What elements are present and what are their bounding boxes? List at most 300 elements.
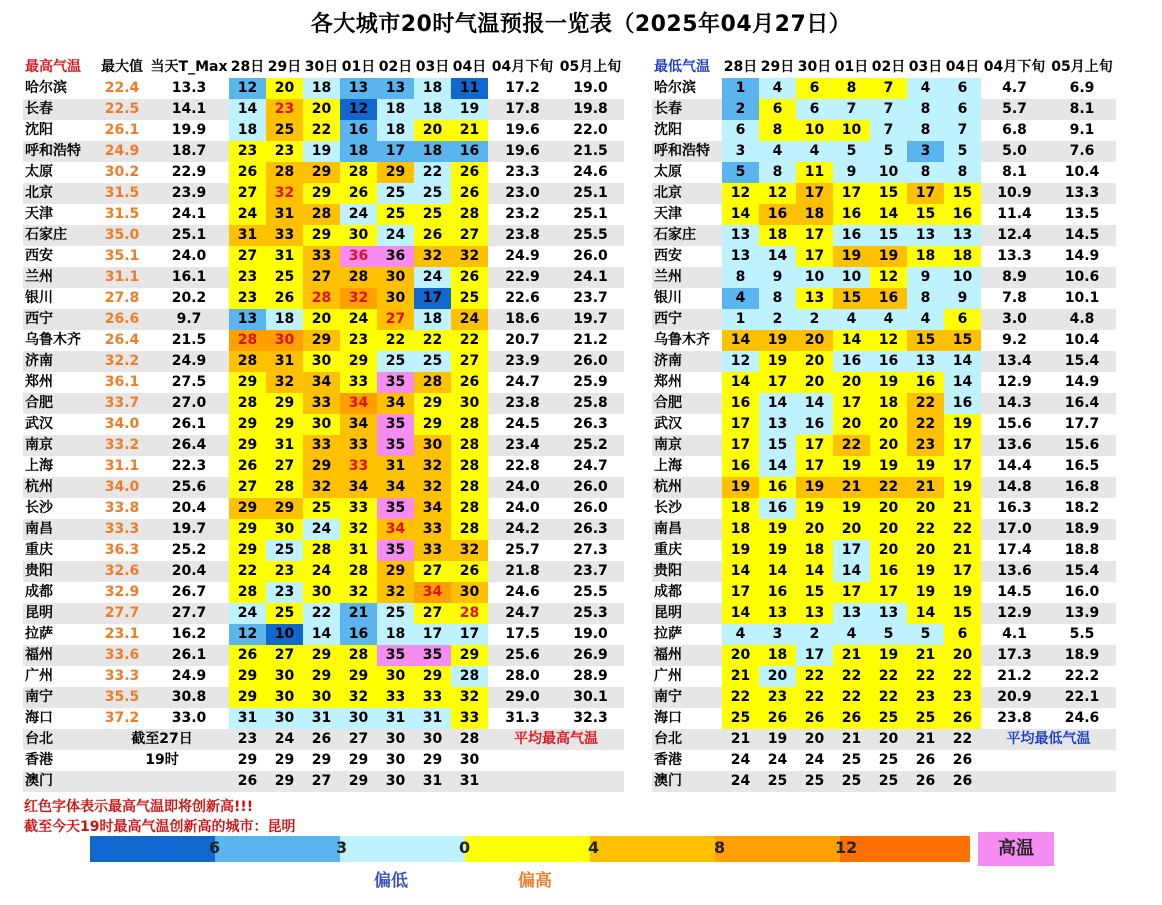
max-day-cell: 29 bbox=[303, 183, 340, 204]
max-day-cell: 29 bbox=[229, 372, 266, 393]
max-day-cell: 25 bbox=[266, 603, 303, 624]
early-may-avg: 25.2 bbox=[557, 435, 624, 456]
max-day-cell: 28 bbox=[303, 288, 340, 309]
late-april-avg: 23.3 bbox=[505, 164, 540, 180]
min-day-cell: 15 bbox=[870, 225, 907, 246]
today-max: 18.7 bbox=[149, 141, 229, 162]
extra-tail bbox=[488, 771, 624, 792]
max-day-cell: 30 bbox=[377, 666, 414, 687]
extra-tail bbox=[488, 750, 624, 771]
early-may-avg: 18.2 bbox=[1064, 500, 1100, 516]
min-day-cell: 10 bbox=[944, 267, 981, 288]
min-day-cell: 10 bbox=[833, 267, 870, 288]
min-header-7: 04日 bbox=[945, 59, 980, 75]
late-april-avg: 14.3 bbox=[981, 393, 1048, 414]
max-day-cell: 28 bbox=[303, 204, 340, 225]
min-day-cell: 5 bbox=[870, 624, 907, 645]
min-day-cell: 20 bbox=[833, 372, 870, 393]
max-day-cell: 30 bbox=[414, 435, 451, 456]
today-max: 20.2 bbox=[171, 290, 207, 306]
early-may-avg: 30.1 bbox=[557, 687, 624, 708]
max-day-cell: 29 bbox=[340, 771, 377, 792]
max-day-cell: 29 bbox=[303, 225, 340, 246]
late-april-avg: 12.9 bbox=[981, 603, 1048, 624]
max-day-cell: 25 bbox=[414, 351, 451, 372]
min-day-cell: 5 bbox=[722, 162, 759, 183]
today-max: 20.4 bbox=[171, 500, 207, 516]
max-day-cell: 23 bbox=[266, 582, 303, 603]
max-day-cell: 24 bbox=[451, 309, 488, 330]
extra-tail bbox=[981, 771, 1116, 792]
min-table-row bbox=[652, 183, 1116, 204]
min-day-cell: 19 bbox=[870, 645, 907, 666]
min-day-cell: 16 bbox=[722, 456, 759, 477]
min-day-cell: 5 bbox=[833, 141, 870, 162]
max-table-row bbox=[23, 225, 624, 246]
min-day-cell: 22 bbox=[944, 729, 981, 750]
min-table-row bbox=[652, 708, 1116, 729]
min-day-cell: 4 bbox=[759, 141, 796, 162]
city-name: 太原 bbox=[654, 164, 682, 180]
city-name: 香港 bbox=[654, 752, 682, 768]
max-day-cell: 31 bbox=[266, 351, 303, 372]
early-may-avg: 24.7 bbox=[573, 458, 608, 474]
max-day-cell: 17 bbox=[377, 141, 414, 162]
late-april-avg: 13.4 bbox=[981, 351, 1048, 372]
min-day-cell: 13 bbox=[796, 603, 833, 624]
min-day-cell: 16 bbox=[944, 204, 981, 225]
max-day-cell: 33 bbox=[414, 540, 451, 561]
max-day-cell: 28 bbox=[229, 582, 266, 603]
max-day-cell: 31 bbox=[229, 225, 266, 246]
max-day-cell: 22 bbox=[229, 561, 266, 582]
late-april-avg: 17.3 bbox=[981, 645, 1048, 666]
min-day-cell: 25 bbox=[907, 708, 944, 729]
late-april-avg: 19.6 bbox=[505, 122, 540, 138]
min-day-cell: 26 bbox=[796, 708, 833, 729]
max-day-cell: 27 bbox=[229, 477, 266, 498]
max-value: 32.9 bbox=[104, 584, 140, 600]
legend-hot-box: 高温 bbox=[978, 832, 1054, 866]
min-day-cell: 25 bbox=[833, 771, 870, 792]
late-april-avg: 28.0 bbox=[505, 668, 540, 684]
today-max: 24.1 bbox=[171, 206, 207, 222]
max-day-cell: 18 bbox=[266, 309, 303, 330]
today-max: 24.0 bbox=[171, 248, 207, 264]
min-day-cell: 6 bbox=[796, 99, 833, 120]
max-day-cell: 29 bbox=[303, 645, 340, 666]
min-day-cell: 17 bbox=[944, 435, 981, 456]
today-max: 16.1 bbox=[149, 267, 229, 288]
early-may-avg: 16.0 bbox=[1064, 584, 1100, 600]
max-day-cell: 24 bbox=[229, 603, 266, 624]
early-may-avg: 25.8 bbox=[557, 393, 624, 414]
min-table-row bbox=[652, 267, 1116, 288]
min-table-row bbox=[652, 246, 1116, 267]
max-day-cell: 29 bbox=[229, 435, 266, 456]
max-table-row bbox=[23, 414, 624, 435]
min-day-cell: 19 bbox=[796, 498, 833, 519]
min-day-cell: 8 bbox=[833, 78, 870, 99]
max-day-cell: 27 bbox=[414, 603, 451, 624]
extra-tail: 平均最低气温 bbox=[981, 729, 1116, 750]
min-day-cell: 2 bbox=[759, 309, 796, 330]
max-table-row bbox=[23, 561, 624, 582]
min-table-header-row bbox=[652, 57, 1116, 78]
max-value: 34.0 bbox=[104, 416, 140, 432]
max-day-cell: 30 bbox=[414, 729, 451, 750]
min-day-cell: 19 bbox=[833, 498, 870, 519]
min-day-cell: 18 bbox=[796, 540, 833, 561]
min-day-cell: 16 bbox=[944, 393, 981, 414]
min-day-cell: 14 bbox=[759, 456, 796, 477]
max-day-cell: 22 bbox=[414, 162, 451, 183]
min-day-cell: 20 bbox=[870, 540, 907, 561]
today-max: 26.1 bbox=[171, 416, 207, 432]
city-name: 乌鲁木齐 bbox=[25, 332, 81, 348]
min-day-cell: 20 bbox=[870, 729, 907, 750]
late-april-avg: 19.6 bbox=[488, 141, 557, 162]
max-day-cell: 33 bbox=[414, 687, 451, 708]
min-day-cell: 9 bbox=[833, 162, 870, 183]
max-day-cell: 13 bbox=[377, 78, 414, 99]
min-day-cell: 16 bbox=[870, 561, 907, 582]
min-day-cell: 26 bbox=[944, 708, 981, 729]
late-april-avg: 23.4 bbox=[488, 435, 557, 456]
city-name: 台北 bbox=[652, 729, 722, 750]
min-day-cell: 20 bbox=[796, 729, 833, 750]
min-day-cell: 13 bbox=[759, 603, 796, 624]
max-day-cell: 34 bbox=[340, 393, 377, 414]
min-day-cell: 23 bbox=[759, 687, 796, 708]
early-may-avg: 25.5 bbox=[573, 584, 608, 600]
max-header-0: 最高气温 bbox=[25, 59, 81, 75]
early-may-avg: 32.3 bbox=[573, 710, 608, 726]
min-day-cell: 9 bbox=[759, 267, 796, 288]
max-day-cell: 16 bbox=[451, 141, 488, 162]
city-name: 哈尔滨 bbox=[25, 80, 67, 96]
min-day-cell: 20 bbox=[907, 540, 944, 561]
late-april-avg: 25.6 bbox=[488, 645, 557, 666]
legend-high-label: 偏高 bbox=[518, 871, 552, 891]
early-may-avg: 23.7 bbox=[557, 561, 624, 582]
max-day-cell: 18 bbox=[414, 78, 451, 99]
early-may-avg: 24.1 bbox=[557, 267, 624, 288]
early-may-avg: 16.4 bbox=[1048, 393, 1116, 414]
min-day-cell: 13 bbox=[833, 603, 870, 624]
early-may-avg: 13.9 bbox=[1048, 603, 1116, 624]
max-day-cell: 28 bbox=[340, 267, 377, 288]
early-may-avg: 24.6 bbox=[573, 164, 608, 180]
min-day-cell: 2 bbox=[796, 309, 833, 330]
max-table-row bbox=[23, 393, 624, 414]
min-day-cell: 13 bbox=[907, 225, 944, 246]
min-table-row bbox=[652, 309, 1116, 330]
min-day-cell: 4 bbox=[722, 288, 759, 309]
max-temp-table bbox=[23, 57, 624, 792]
early-may-avg: 27.3 bbox=[573, 542, 608, 558]
min-day-cell: 20 bbox=[833, 519, 870, 540]
min-day-cell: 22 bbox=[907, 666, 944, 687]
max-day-cell: 28 bbox=[266, 162, 303, 183]
max-table-row bbox=[23, 666, 624, 687]
min-day-cell: 1 bbox=[722, 309, 759, 330]
min-day-cell: 20 bbox=[796, 330, 833, 351]
min-day-cell: 17 bbox=[722, 435, 759, 456]
city-name: 长沙 bbox=[654, 500, 682, 516]
min-day-cell: 14 bbox=[870, 204, 907, 225]
legend-tick-0: 0 bbox=[459, 838, 471, 857]
max-header-9: 04日 bbox=[452, 59, 487, 75]
min-day-cell: 16 bbox=[907, 372, 944, 393]
min-day-cell: 15 bbox=[870, 183, 907, 204]
max-day-cell: 30 bbox=[451, 582, 488, 603]
max-day-cell: 32 bbox=[303, 477, 340, 498]
late-april-avg: 14.5 bbox=[997, 584, 1032, 600]
max-header-3: 28日 bbox=[230, 59, 265, 75]
max-day-cell: 31 bbox=[451, 771, 488, 792]
early-may-avg: 26.3 bbox=[557, 519, 624, 540]
min-day-cell: 21 bbox=[907, 645, 944, 666]
max-day-cell: 19 bbox=[451, 99, 488, 120]
max-day-cell: 23 bbox=[266, 561, 303, 582]
max-day-cell: 26 bbox=[451, 267, 488, 288]
min-table-row bbox=[652, 414, 1116, 435]
min-day-cell: 20 bbox=[796, 351, 833, 372]
min-day-cell: 14 bbox=[944, 372, 981, 393]
min-day-cell: 12 bbox=[722, 351, 759, 372]
max-day-cell: 18 bbox=[340, 141, 377, 162]
min-table-row bbox=[652, 666, 1116, 687]
max-day-cell: 34 bbox=[377, 393, 414, 414]
min-day-cell: 14 bbox=[722, 204, 759, 225]
max-value: 31.5 bbox=[95, 183, 149, 204]
min-day-cell: 20 bbox=[833, 414, 870, 435]
min-day-cell: 19 bbox=[759, 330, 796, 351]
max-day-cell: 29 bbox=[340, 666, 377, 687]
min-day-cell: 22 bbox=[870, 477, 907, 498]
early-may-avg: 28.9 bbox=[573, 668, 608, 684]
min-day-cell: 22 bbox=[833, 435, 870, 456]
min-day-cell: 12 bbox=[722, 183, 759, 204]
max-table-row bbox=[23, 351, 624, 372]
max-day-cell: 27 bbox=[451, 351, 488, 372]
early-may-avg: 14.9 bbox=[1064, 248, 1100, 264]
city-name: 兰州 bbox=[23, 267, 95, 288]
max-table-extra-row bbox=[23, 771, 624, 792]
min-table-row bbox=[652, 330, 1116, 351]
max-day-cell: 29 bbox=[303, 666, 340, 687]
max-day-cell: 18 bbox=[229, 120, 266, 141]
min-day-cell: 20 bbox=[870, 414, 907, 435]
legend-tick-4: 4 bbox=[588, 838, 600, 857]
min-day-cell: 4 bbox=[833, 624, 870, 645]
max-day-cell: 35 bbox=[377, 498, 414, 519]
min-day-cell: 25 bbox=[722, 708, 759, 729]
max-day-cell: 29 bbox=[266, 393, 303, 414]
max-day-cell: 31 bbox=[377, 708, 414, 729]
min-day-cell: 20 bbox=[907, 498, 944, 519]
min-day-cell: 20 bbox=[759, 666, 796, 687]
min-day-cell: 14 bbox=[944, 351, 981, 372]
max-day-cell: 32 bbox=[340, 687, 377, 708]
max-day-cell: 29 bbox=[414, 393, 451, 414]
max-table-row bbox=[23, 687, 624, 708]
city-name: 上海 bbox=[654, 458, 682, 474]
city-name: 西安 bbox=[654, 248, 682, 264]
max-day-cell: 35 bbox=[377, 435, 414, 456]
min-day-cell: 8 bbox=[944, 162, 981, 183]
max-day-cell: 32 bbox=[414, 477, 451, 498]
max-day-cell: 29 bbox=[451, 645, 488, 666]
extra-note bbox=[95, 771, 229, 792]
max-day-cell: 20 bbox=[303, 309, 340, 330]
max-day-cell: 28 bbox=[340, 162, 377, 183]
max-day-cell: 30 bbox=[385, 752, 406, 768]
min-day-cell: 17 bbox=[944, 561, 981, 582]
early-may-avg: 19.7 bbox=[557, 309, 624, 330]
max-day-cell: 29 bbox=[303, 456, 340, 477]
min-table-row bbox=[652, 582, 1116, 603]
max-day-cell: 31 bbox=[340, 540, 377, 561]
early-may-avg: 25.9 bbox=[573, 374, 608, 390]
max-day-cell: 30 bbox=[303, 414, 340, 435]
max-header-2: 当天T_Max bbox=[150, 59, 228, 75]
early-may-avg: 9.1 bbox=[1069, 122, 1095, 138]
max-header-4: 29日 bbox=[267, 59, 302, 75]
max-day-cell: 32 bbox=[377, 582, 414, 603]
max-day-cell: 27 bbox=[303, 267, 340, 288]
max-value: 35.5 bbox=[95, 687, 149, 708]
early-may-avg: 5.5 bbox=[1069, 626, 1095, 642]
min-day-cell: 20 bbox=[944, 645, 981, 666]
min-day-cell: 17 bbox=[833, 393, 870, 414]
early-may-avg: 10.4 bbox=[1064, 332, 1100, 348]
min-table-row bbox=[652, 603, 1116, 624]
early-may-avg: 25.5 bbox=[557, 225, 624, 246]
max-day-cell: 28 bbox=[414, 372, 451, 393]
city-name: 海口 bbox=[25, 710, 53, 726]
late-april-avg: 22.6 bbox=[505, 290, 540, 306]
early-may-avg: 17.7 bbox=[1064, 416, 1100, 432]
min-day-cell: 8 bbox=[722, 267, 759, 288]
min-day-cell: 4 bbox=[833, 309, 870, 330]
max-day-cell: 34 bbox=[340, 414, 377, 435]
city-name: 南京 bbox=[23, 435, 95, 456]
early-may-avg: 10.6 bbox=[1048, 267, 1116, 288]
city-name: 济南 bbox=[23, 351, 95, 372]
early-may-avg: 26.0 bbox=[573, 500, 608, 516]
min-day-cell: 19 bbox=[870, 246, 907, 267]
late-april-avg: 24.0 bbox=[505, 500, 540, 516]
max-day-cell: 30 bbox=[303, 687, 340, 708]
city-name: 成都 bbox=[654, 584, 682, 600]
max-day-cell: 11 bbox=[451, 78, 488, 99]
min-day-cell: 23 bbox=[944, 687, 981, 708]
max-day-cell: 26 bbox=[303, 729, 340, 750]
max-day-cell: 33 bbox=[377, 687, 414, 708]
max-day-cell: 27 bbox=[451, 225, 488, 246]
max-value: 30.2 bbox=[104, 164, 140, 180]
min-temp-table bbox=[652, 57, 1116, 792]
late-april-avg: 5.7 bbox=[981, 99, 1048, 120]
late-april-avg: 12.4 bbox=[981, 225, 1048, 246]
max-day-cell: 30 bbox=[340, 225, 377, 246]
early-may-avg: 16.5 bbox=[1064, 458, 1100, 474]
max-day-cell: 26 bbox=[229, 162, 266, 183]
late-april-avg: 17.8 bbox=[488, 99, 557, 120]
city-name: 长春 bbox=[652, 99, 722, 120]
min-table-extra-row bbox=[652, 729, 1116, 750]
city-name: 南宁 bbox=[652, 687, 722, 708]
min-day-cell: 4 bbox=[907, 309, 944, 330]
max-day-cell: 31 bbox=[303, 708, 340, 729]
min-day-cell: 4 bbox=[907, 78, 944, 99]
max-day-cell: 27 bbox=[229, 246, 266, 267]
max-day-cell: 22 bbox=[414, 330, 451, 351]
max-day-cell: 29 bbox=[229, 414, 266, 435]
min-day-cell: 17 bbox=[870, 582, 907, 603]
min-day-cell: 24 bbox=[767, 752, 788, 768]
late-april-avg: 21.8 bbox=[488, 561, 557, 582]
max-day-cell: 24 bbox=[414, 267, 451, 288]
max-day-cell: 32 bbox=[414, 246, 451, 267]
min-day-cell: 21 bbox=[944, 540, 981, 561]
min-day-cell: 10 bbox=[833, 120, 870, 141]
min-day-cell: 15 bbox=[944, 330, 981, 351]
max-day-cell: 25 bbox=[266, 120, 303, 141]
min-day-cell: 25 bbox=[759, 771, 796, 792]
max-table-row bbox=[23, 540, 624, 561]
max-value: 37.2 bbox=[104, 710, 140, 726]
city-name: 广州 bbox=[25, 668, 53, 684]
min-day-cell: 22 bbox=[870, 687, 907, 708]
early-may-avg: 26.3 bbox=[573, 416, 608, 432]
max-value: 32.6 bbox=[95, 561, 149, 582]
early-may-avg: 10.4 bbox=[1064, 164, 1100, 180]
max-day-cell: 33 bbox=[303, 435, 340, 456]
min-day-cell: 8 bbox=[907, 162, 944, 183]
min-day-cell: 25 bbox=[870, 708, 907, 729]
min-day-cell: 17 bbox=[796, 456, 833, 477]
city-name: 台北 bbox=[23, 729, 95, 750]
max-table-row bbox=[23, 288, 624, 309]
min-day-cell: 5 bbox=[907, 624, 944, 645]
min-day-cell: 10 bbox=[796, 120, 833, 141]
max-day-cell: 25 bbox=[303, 498, 340, 519]
max-day-cell: 31 bbox=[266, 435, 303, 456]
max-value: 36.1 bbox=[104, 374, 140, 390]
today-max: 13.3 bbox=[171, 80, 207, 96]
max-value: 33.7 bbox=[95, 393, 149, 414]
late-april-avg: 9.2 bbox=[1002, 332, 1027, 348]
max-day-cell: 24 bbox=[340, 204, 377, 225]
min-header-2: 29日 bbox=[760, 59, 795, 75]
max-day-cell: 17 bbox=[451, 624, 488, 645]
max-day-cell: 30 bbox=[377, 771, 414, 792]
max-day-cell: 32 bbox=[340, 288, 377, 309]
min-day-cell: 16 bbox=[722, 393, 759, 414]
city-name: 西安 bbox=[25, 248, 53, 264]
min-day-cell: 19 bbox=[796, 477, 833, 498]
early-may-avg: 8.1 bbox=[1048, 99, 1116, 120]
min-day-cell: 14 bbox=[759, 561, 796, 582]
max-day-cell: 29 bbox=[229, 519, 266, 540]
max-day-cell: 13 bbox=[340, 78, 377, 99]
min-table-row bbox=[652, 540, 1116, 561]
early-may-avg: 18.8 bbox=[1064, 542, 1100, 558]
max-value: 34.0 bbox=[95, 477, 149, 498]
